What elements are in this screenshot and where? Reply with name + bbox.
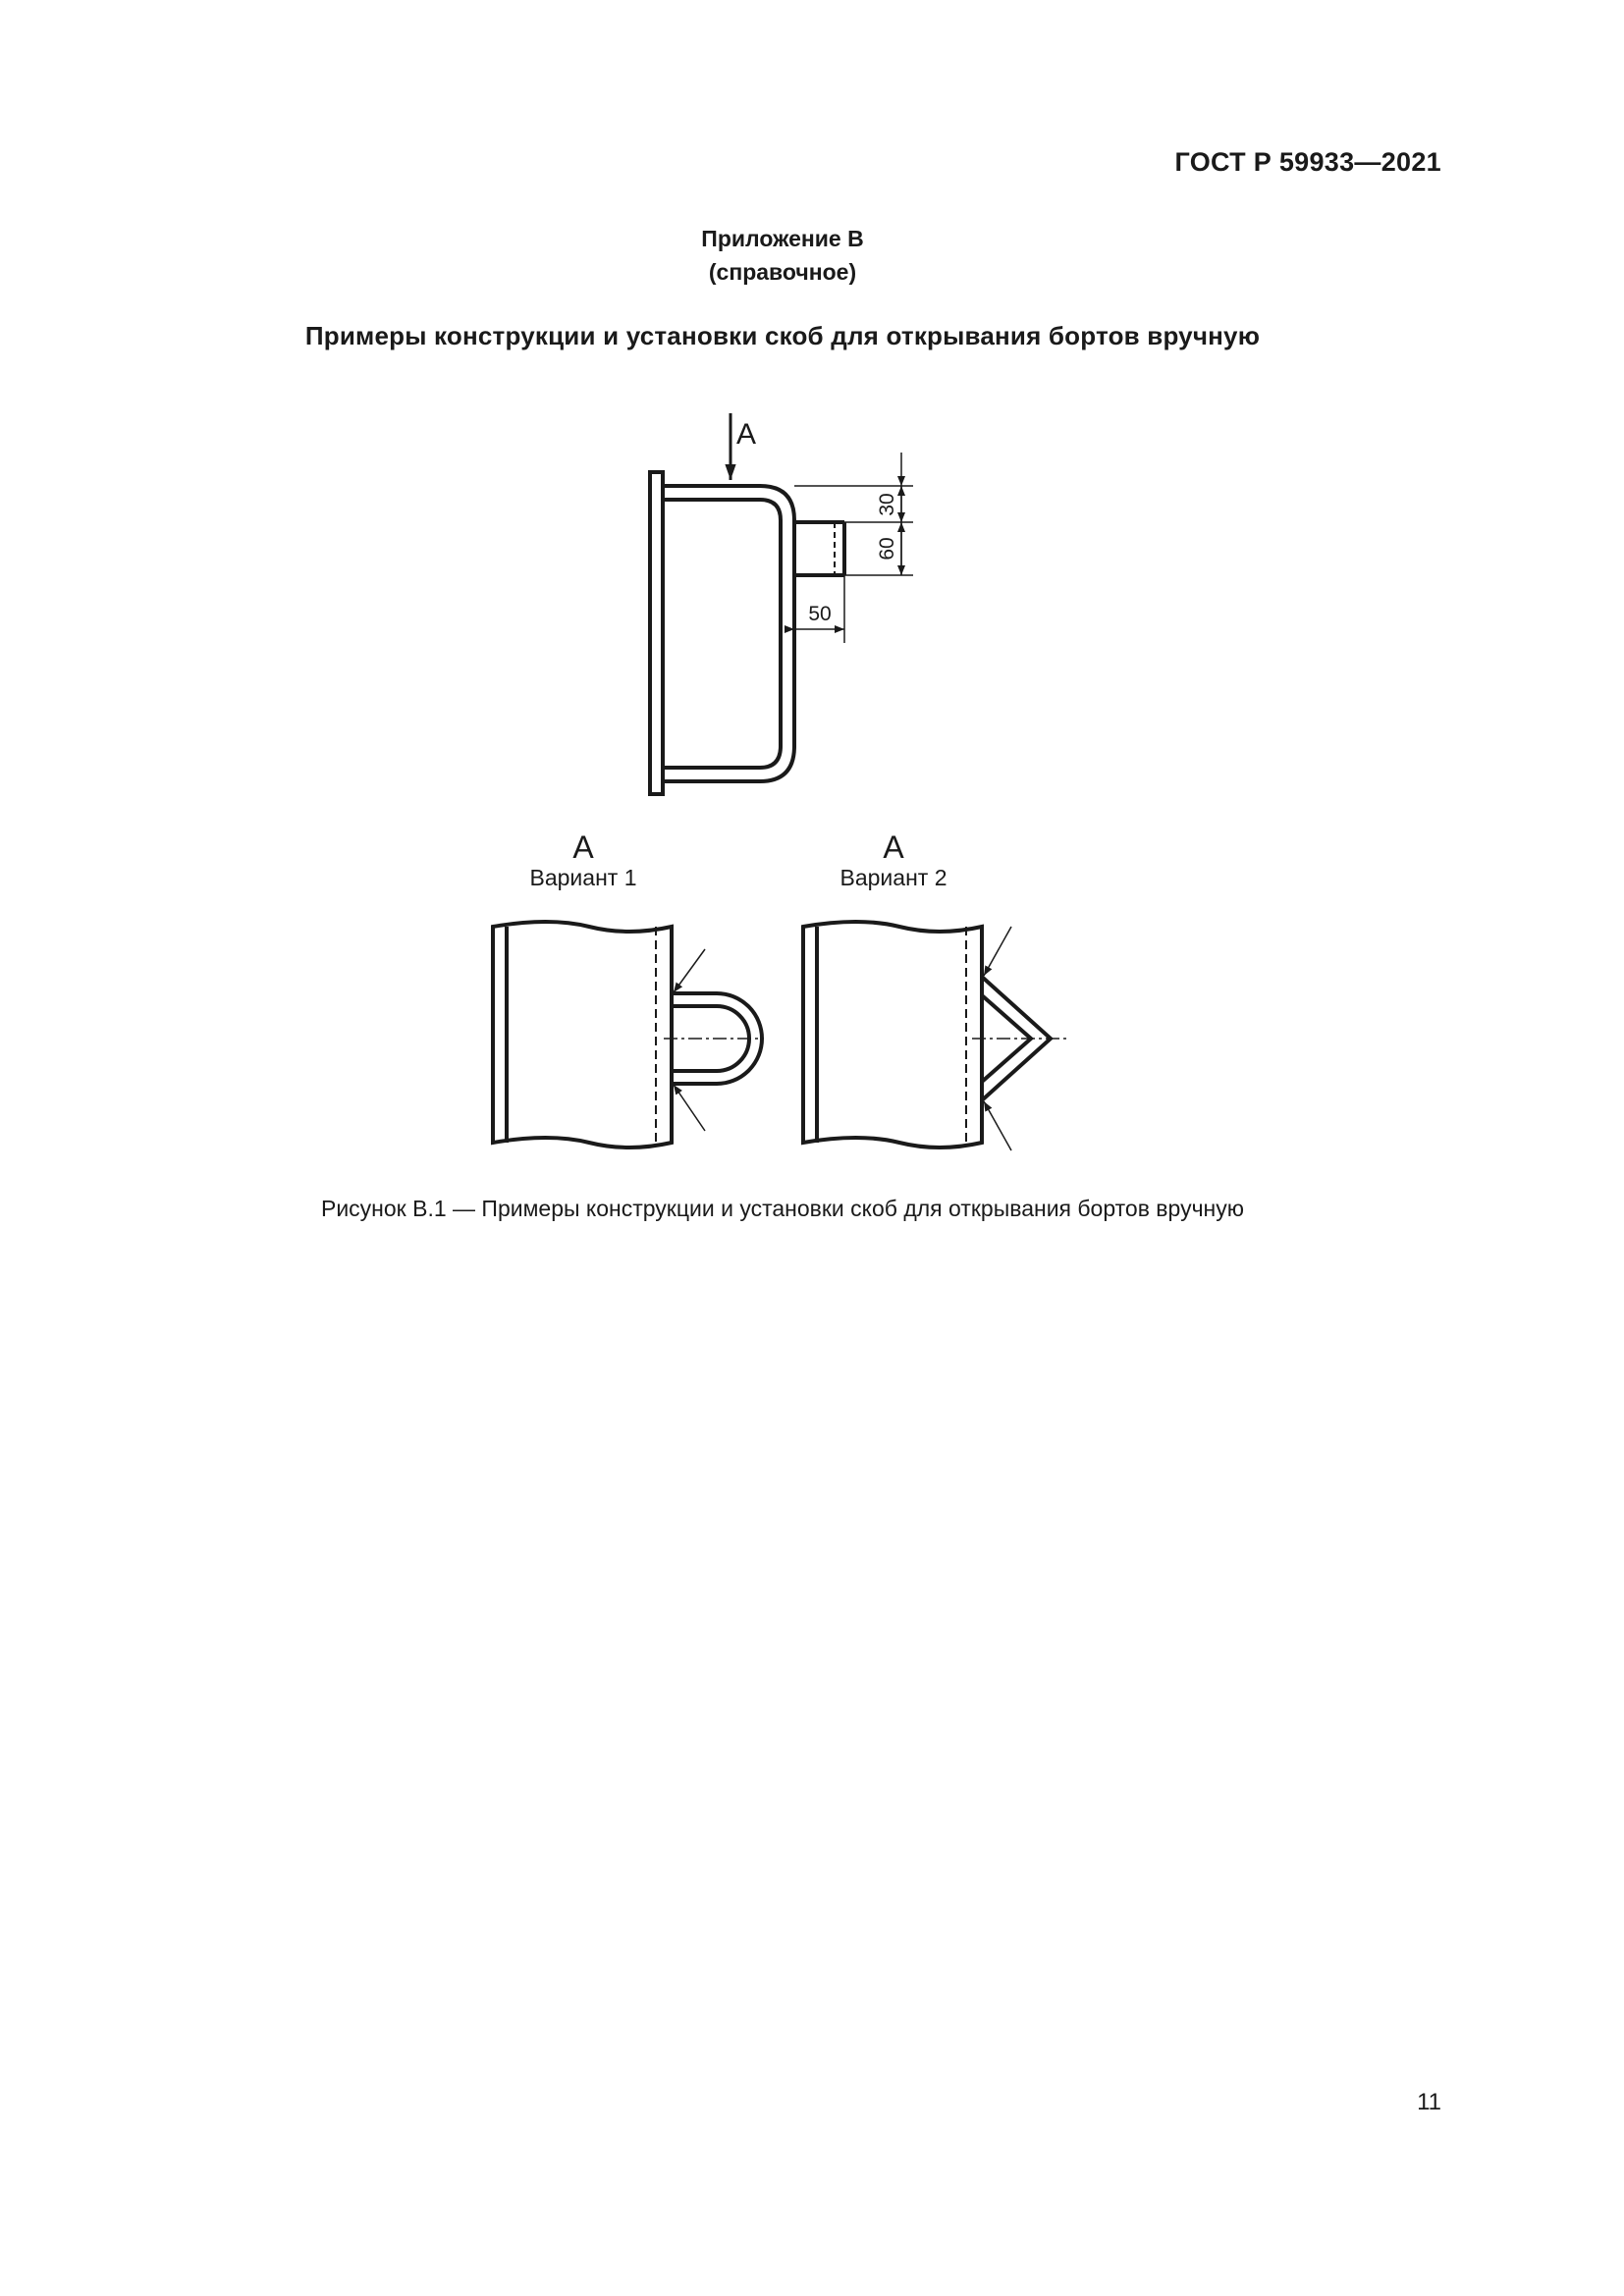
side-view <box>650 413 913 794</box>
bracket-inner <box>663 500 781 768</box>
document-code: ГОСТ Р 59933—2021 <box>1174 147 1441 177</box>
variant1-view-label: А <box>572 829 594 865</box>
annex-type: (справочное) <box>708 259 857 285</box>
variant2-view-label: А <box>883 829 904 865</box>
dimension-50: 50 <box>808 603 832 625</box>
dimension-30: 30 <box>876 493 898 516</box>
variant1-drawing <box>493 922 764 1148</box>
view-label: А <box>736 418 757 451</box>
annex-title: Приложение В <box>701 226 864 251</box>
variant2-drawing <box>803 922 1070 1150</box>
variant1-label: Вариант 1 <box>529 865 637 890</box>
figure-caption: Рисунок В.1 — Примеры конструкции и установки скоб для открывания бортов вручную <box>320 1196 1244 1221</box>
section-title: Примеры конструкции и установки скоб для открывания бортов вручную <box>304 321 1261 350</box>
board-plate <box>650 472 663 794</box>
bracket-outer <box>663 486 794 781</box>
page-number: 11 <box>1417 2089 1441 2115</box>
variant2-label: Вариант 2 <box>839 865 947 890</box>
dimension-60: 60 <box>876 537 898 561</box>
